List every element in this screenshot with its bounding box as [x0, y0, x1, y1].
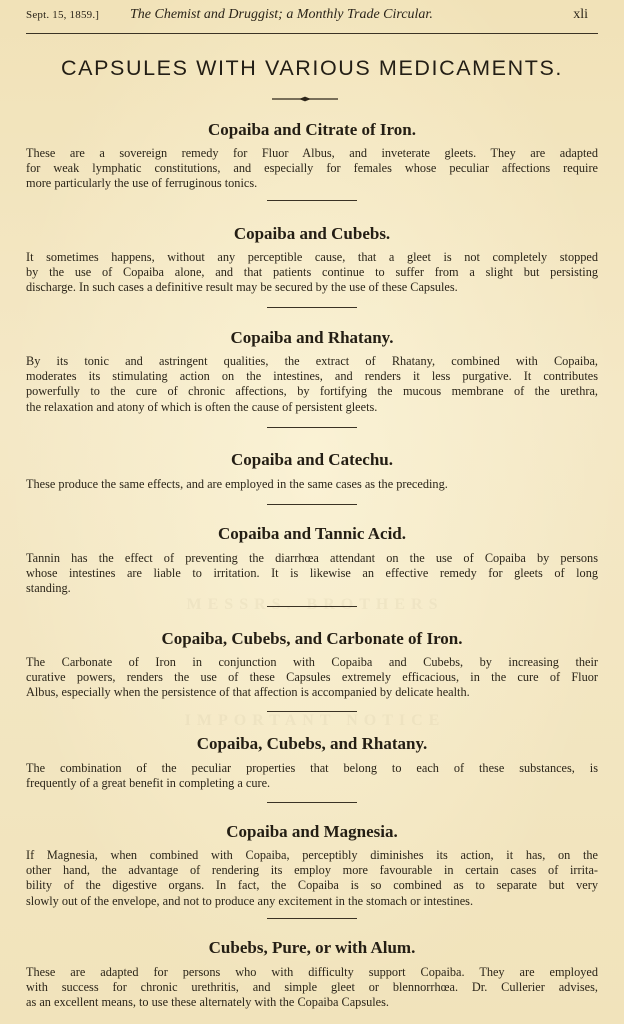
section-heading: Copaiba and Magnesia. — [226, 822, 398, 841]
section-divider — [267, 606, 357, 607]
body-line: These are a sovereign remedy for Fluor Albus, and inveterate gleets. They are adapted — [26, 146, 598, 160]
header-rule — [26, 33, 598, 34]
page-number: xli — [573, 7, 588, 22]
body-line: By its tonic and astringent qualities, the extract of Rhatany, combined with Copaiba, — [26, 354, 598, 368]
body-line: Tannin has the effect of preventing the diarrhœa attendant on the use of Copaiba by persons — [26, 551, 598, 565]
body-line: The combination of the peculiar properties that belong to each of these substances, is — [26, 761, 598, 775]
section-body — [26, 250, 598, 296]
section-body — [26, 146, 598, 192]
show-through-text: MESSRS. BROTHERS — [186, 596, 444, 613]
section-body — [26, 655, 598, 701]
page-title: CAPSULES WITH VARIOUS MEDICAMENTS. — [61, 56, 563, 80]
body-line: discharge. In such cases a definitive result may be secured by the use of these Capsules. — [26, 280, 458, 295]
body-line: curative powers, renders the use of these Capsules extremely efficacious, in the cure of Fluor — [26, 670, 598, 685]
section-heading: Copaiba, Cubebs, and Rhatany. — [196, 734, 428, 753]
body-line: Albus, especially when the persistence of that affection is accompanied by delicate health. — [26, 685, 470, 700]
section-divider — [267, 711, 357, 712]
section-body — [26, 551, 598, 597]
body-line: frequently of a great benefit in completing a cure. — [26, 776, 271, 791]
running-head — [26, 6, 598, 24]
body-line: standing. — [26, 581, 71, 596]
body-line: bility of the digestive organs. In fact, the Copaiba is so combined as to separate but very — [26, 878, 598, 893]
body-line: other hand, the advantage of rendering its employ more favourable in certain cases of irrita- — [26, 863, 598, 878]
body-line: with success for chronic urethritis, and simple gleet or blennorrhœa. Dr. Cullerier advises, — [26, 980, 598, 995]
body-line: It sometimes happens, without any perceptible cause, that a gleet is not completely stopped — [26, 250, 598, 264]
section-heading: Cubebs, Pure, or with Alum. — [208, 938, 416, 957]
section-heading: Copaiba and Tannic Acid. — [217, 524, 407, 543]
section-heading: Copaiba and Citrate of Iron. — [208, 120, 416, 139]
section-divider — [267, 427, 357, 428]
body-line: These produce the same effects, and are employed in the same cases as the preceding. — [26, 477, 448, 491]
section-divider — [267, 918, 357, 919]
body-line: moderates its stimulating action on the intestines, and renders it less purgative. It contributes — [26, 369, 598, 384]
body-line: for weak lymphatic constitutions, and especially for females whose peculiar affections require — [26, 161, 598, 176]
body-line: the relaxation and atony of which is often the cause of persistent gleets. — [26, 399, 378, 414]
section-heading: Copaiba and Catechu. — [230, 450, 393, 469]
section-divider — [267, 802, 357, 803]
body-line: as an excellent means, to use these alternately with the Copaiba Capsules. — [26, 995, 389, 1010]
section-divider — [267, 504, 357, 505]
body-line: These are adapted for persons who with difficulty support Copaiba. They are employed — [26, 965, 598, 979]
body-line: powerfully to the cure of chronic affections, by fortifying the mucous membrane of the urethra, — [26, 384, 598, 399]
issue-date: Sept. 15, 1859.] — [26, 9, 100, 21]
section-body — [26, 354, 598, 415]
section-body — [26, 965, 598, 1011]
body-line: slowly out of the envelope, and not to produce any excitement in the stomach or intestines. — [26, 893, 474, 908]
section-divider — [267, 307, 357, 308]
section-heading: Copaiba and Cubebs. — [233, 224, 391, 243]
section-divider — [267, 200, 357, 201]
section-heading: Copaiba, Cubebs, and Carbonate of Iron. — [161, 629, 463, 648]
show-through-text: IMPORTANT NOTICE — [184, 712, 446, 729]
section-body — [26, 761, 598, 791]
body-line: whose intestines are liable to irritation. It is likewise an effective remedy for gleets of long — [26, 566, 598, 581]
title-ornament — [270, 96, 340, 102]
body-line: The Carbonate of Iron in conjunction with Copaiba and Cubebs, by increasing their — [26, 655, 598, 669]
section-heading: Copaiba and Rhatany. — [230, 328, 394, 347]
body-line: If Magnesia, when combined with Copaiba, perceptibly diminishes its action, it has, on the — [26, 848, 598, 862]
body-line: by the use of Copaiba alone, and that patients continue to suffer from a slight but persisting — [26, 265, 598, 280]
body-line: more particularly the use of ferruginous tonics. — [26, 176, 258, 191]
section-body — [26, 848, 598, 909]
section-body — [26, 477, 598, 492]
journal-title: The Chemist and Druggist; a Monthly Trade Circular. — [130, 7, 433, 22]
